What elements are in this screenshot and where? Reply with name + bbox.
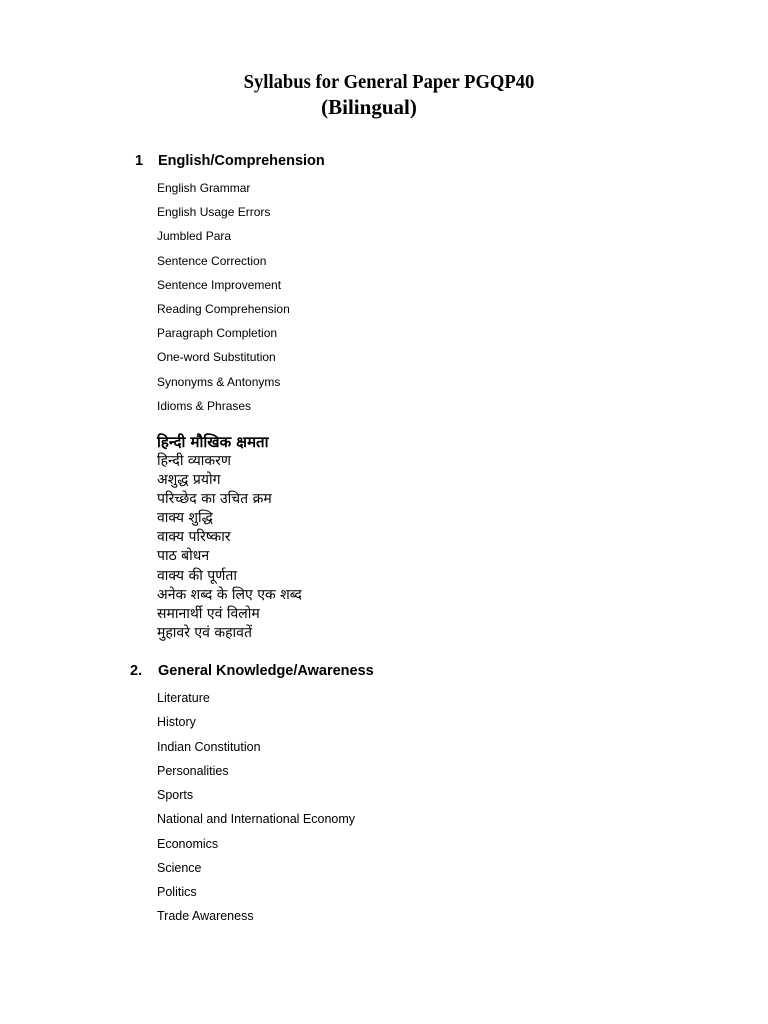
list-item: Idioms & Phrases bbox=[157, 398, 252, 413]
english-topic-list bbox=[157, 180, 290, 422]
general-knowledge-topic-list bbox=[157, 689, 355, 932]
list-item: History bbox=[157, 715, 196, 730]
list-item: Literature bbox=[157, 691, 210, 705]
section-title: English/Comprehension bbox=[158, 153, 325, 169]
list-item: हिन्दी व्याकरण bbox=[157, 453, 232, 469]
list-item: Personalities bbox=[157, 763, 229, 778]
section-number: 2. bbox=[130, 663, 143, 679]
list-item: Paragraph Completion bbox=[157, 326, 278, 341]
list-item: Sentence Correction bbox=[157, 253, 267, 268]
list-item: पाठ बोधन bbox=[157, 548, 210, 565]
list-item: Trade Awareness bbox=[157, 909, 254, 924]
section-heading-english bbox=[130, 151, 325, 171]
list-item: Reading Comprehension bbox=[157, 301, 290, 316]
section-title: General Knowledge/Awareness bbox=[158, 663, 374, 679]
list-item: Politics bbox=[157, 885, 197, 899]
list-item: One-word Substitution bbox=[157, 350, 276, 365]
section-number: 1 bbox=[135, 153, 144, 169]
hindi-topic-list bbox=[157, 452, 302, 643]
list-item: अशुद्ध प्रयोग bbox=[157, 472, 221, 489]
section-heading-general-knowledge bbox=[130, 661, 374, 681]
list-item: वाक्य परिष्कार bbox=[157, 529, 231, 546]
document-subtitle: (Bilingual) bbox=[321, 95, 417, 119]
list-item: English Grammar bbox=[157, 181, 251, 195]
list-item: Economics bbox=[157, 836, 219, 851]
list-item: परिच्छेद का उचित क्रम bbox=[157, 491, 272, 508]
hindi-section-heading: हिन्दी मौखिक क्षमता bbox=[157, 433, 269, 451]
list-item: Jumbled Para bbox=[157, 229, 232, 244]
list-item: Sentence Improvement bbox=[157, 277, 282, 292]
list-item: मुहावरे एवं कहावतें bbox=[157, 624, 252, 641]
list-item: Sports bbox=[157, 788, 194, 802]
list-item: English Usage Errors bbox=[157, 205, 271, 220]
list-item: Indian Constitution bbox=[157, 739, 261, 754]
list-item: Synonyms & Antonyms bbox=[157, 374, 281, 389]
list-item: वाक्य की पूर्णता bbox=[157, 567, 237, 584]
list-item: वाक्य शुद्धि bbox=[157, 510, 213, 527]
list-item: समानार्थी एवं विलोम bbox=[157, 605, 260, 622]
list-item: National and International Economy bbox=[157, 812, 356, 827]
list-item: Science bbox=[157, 860, 202, 875]
document-title: Syllabus for General Paper PGQP40 bbox=[243, 71, 535, 93]
list-item: अनेक शब्द के लिए एक शब्द bbox=[157, 586, 302, 603]
